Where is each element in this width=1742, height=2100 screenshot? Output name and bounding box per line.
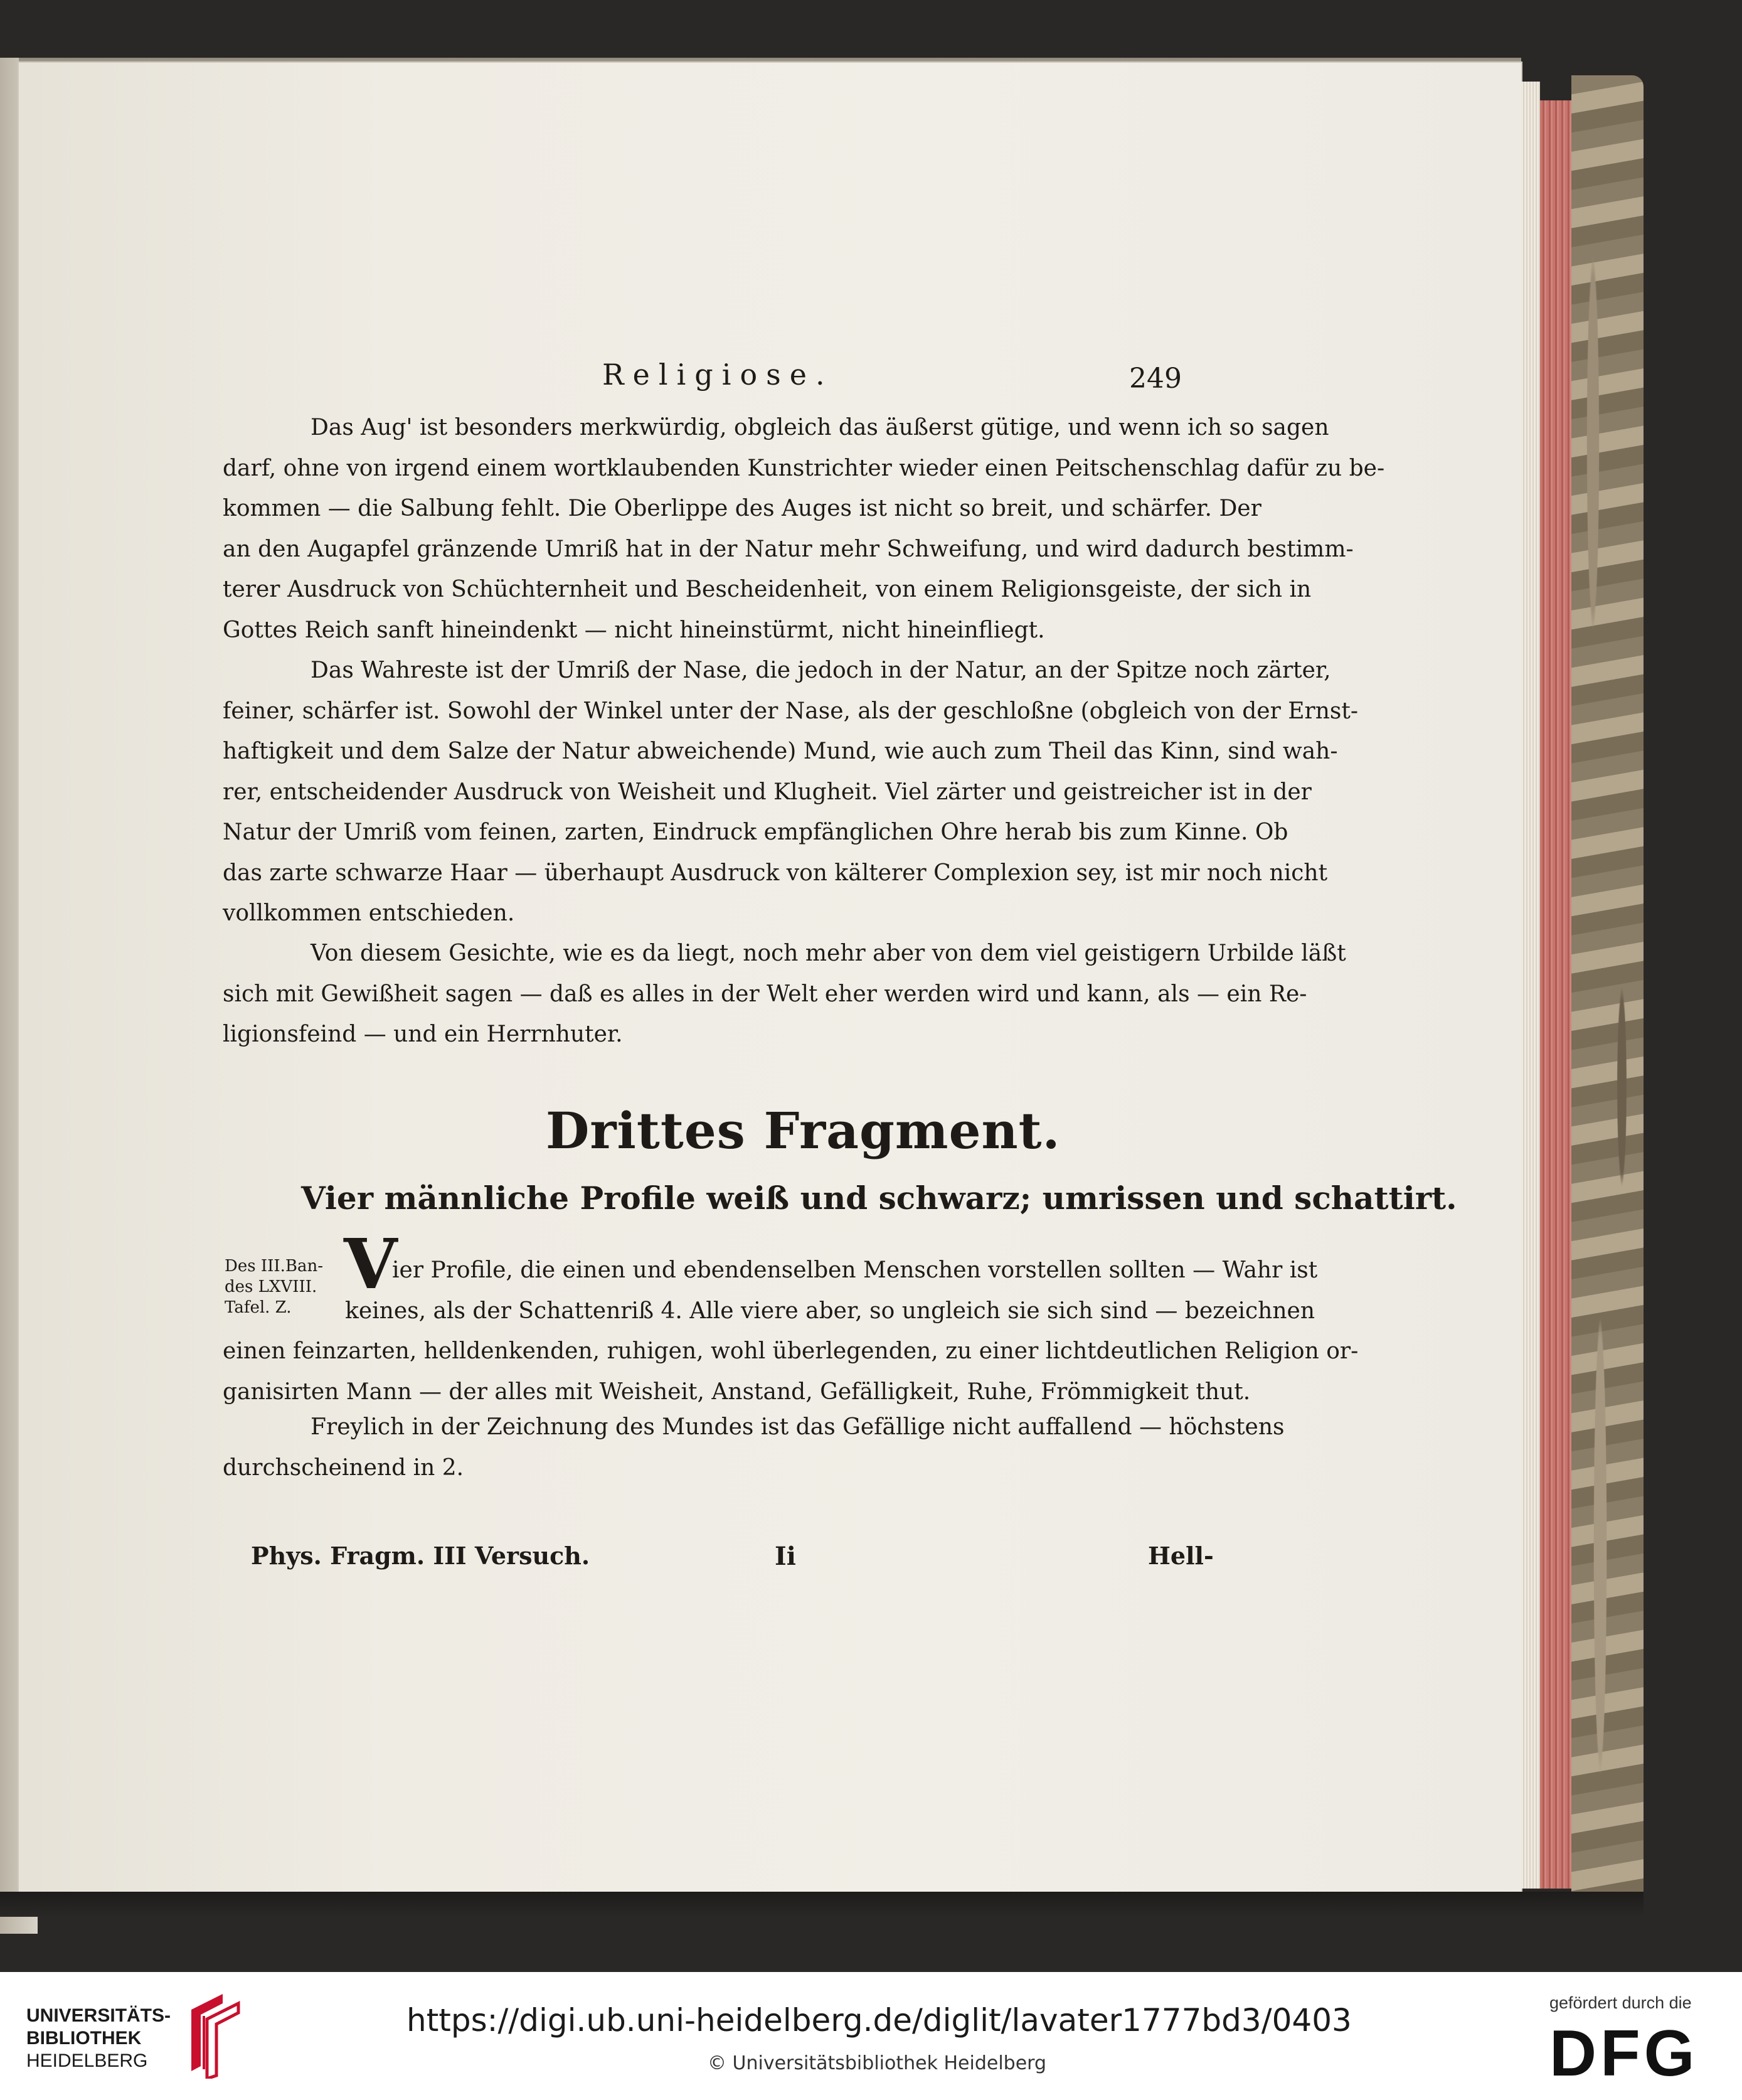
margin-note-line: Des III.Ban- — [225, 1257, 324, 1276]
text-line: terer Ausdruck von Schüchternheit und Bescheidenheit, von einem Religionsgeiste, der sich in — [223, 577, 1312, 602]
paragraph-4 — [223, 1250, 1359, 1412]
section-title: Drittes Fragment. — [546, 1101, 1061, 1160]
library-name — [26, 2005, 171, 2072]
funded-by-label: gefördert durch die — [1549, 1993, 1692, 2012]
text-line: keines, als der Schattenriß 4. Alle viere aber, so ungleich sie sich sind — bezeichnen — [345, 1298, 1315, 1324]
library-name-line: BIBLIOTHEK — [26, 2028, 142, 2049]
text-line: Freylich in der Zeichnung des Mundes ist das Gefällige nicht auffallend — höchstens — [311, 1414, 1285, 1440]
marbled-cover — [1571, 75, 1644, 1914]
text-line: feiner, schärfer ist. Sowohl der Winkel unter der Nase, als der geschloßne (obgleich von der Ernst- — [223, 698, 1359, 724]
dfg-logo: DFG — [1549, 2017, 1699, 2090]
text-line: durchscheinend in 2. — [223, 1454, 464, 1481]
page-stack-edge — [1521, 82, 1540, 1889]
bottom-shadow — [0, 1892, 1644, 1917]
text-line: Gottes Reich sanft hineindenkt — nicht hineinstürmt, nicht hineinfliegt. — [223, 617, 1045, 643]
text-line: das zarte schwarze Haar — überhaupt Ausdruck von kälterer Complexion sey, ist mir noch nicht — [223, 860, 1328, 886]
text-line: ganisirten Mann — der alles mit Weisheit, Anstand, Gefälligkeit, Ruhe, Frömmigkeit thut. — [223, 1378, 1251, 1405]
library-name-line: UNIVERSITÄTS- — [26, 2005, 171, 2026]
paragraph-3 — [223, 934, 1346, 1055]
library-name-line: HEIDELBERG — [26, 2050, 148, 2071]
page-number: 249 — [1129, 363, 1182, 395]
text-line: an den Augapfel gränzende Umriß hat in der Natur mehr Schweifung, und wird dadurch bestimm- — [223, 536, 1354, 562]
text-line: Das Wahreste ist der Umriß der Nase, die jedoch in der Natur, an der Spitze noch zärter, — [311, 658, 1331, 683]
margin-note-line: des LXVIII. — [225, 1277, 317, 1296]
permalink-url[interactable]: https://digi.ub.uni-heidelberg.de/diglit/lavater1777bd3/0403 — [406, 2002, 1352, 2039]
text-line: vollkommen entschieden. — [223, 900, 515, 926]
library-logo-icon — [179, 1991, 248, 2079]
text-line: einen feinzarten, helldenkenden, ruhigen, wohl überlegenden, zu einer lichtdeutlichen Religion or- — [223, 1338, 1359, 1364]
text-line: Natur der Umriß vom feinen, zarten, Eindruck empfänglichen Ohre herab bis zum Kinne. Ob — [223, 819, 1288, 845]
drop-cap: V — [344, 1223, 398, 1304]
text-line: ligionsfeind — und ein Herrnhuter. — [223, 1021, 623, 1047]
section-subtitle: Vier männliche Profile weiß und schwarz; umrissen und schattirt. — [301, 1180, 1457, 1217]
viewer-footer — [0, 1972, 1742, 2100]
text-line: Von diesem Gesichte, wie es da liegt, noch mehr aber von dem viel geistigern Urbilde läßt — [311, 941, 1346, 966]
text-line: darf, ohne von irgend einem wortklaubenden Kunstrichter wieder einen Peitschenschlag dafür zu be- — [223, 455, 1385, 481]
text-line: sich mit Gewißheit sagen — daß es alles in der Welt eher werden wird und kann, als — ein Re- — [223, 981, 1307, 1007]
text-line: kommen — die Salbung fehlt. Die Oberlippe des Auges ist nicht so breit, und schärfer. Der — [223, 496, 1261, 521]
copyright-notice: © Universitätsbibliothek Heidelberg — [708, 2052, 1047, 2074]
paragraph-1 — [223, 408, 1385, 651]
margin-note-line: Tafel. Z. — [225, 1298, 292, 1317]
text-line: Das Aug' ist besonders merkwürdig, obgleich das äußerst gütige, und wenn ich so sagen — [311, 415, 1329, 440]
text-line: ier Profile, die einen und ebendenselben Menschen vorstellen sollten — Wahr ist — [392, 1257, 1318, 1283]
signature-mark: Ii — [775, 1542, 796, 1571]
running-head: Religiose. — [602, 358, 834, 392]
signature-line: Phys. Fragm. III Versuch. — [251, 1542, 590, 1570]
paragraph-2 — [223, 651, 1359, 934]
paragraph-5 — [223, 1407, 1285, 1488]
red-page-edges — [1540, 100, 1575, 1889]
catchword: Hell- — [1148, 1542, 1214, 1570]
text-line: haftigkeit und dem Salze der Natur abweichende) Mund, wie auch zum Theil das Kinn, sind wah- — [223, 738, 1338, 764]
text-line: rer, entscheidender Ausdruck von Weisheit und Klugheit. Viel zärter und geistreicher ist in der — [223, 779, 1312, 805]
